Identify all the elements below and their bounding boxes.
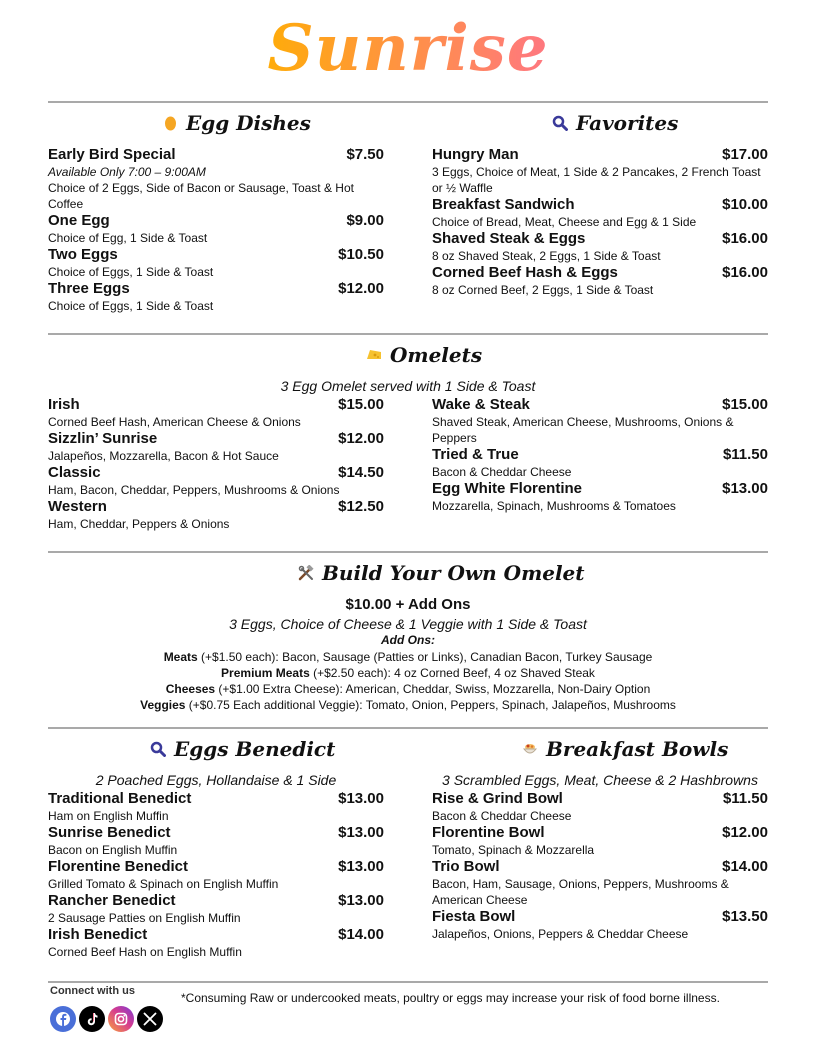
item-price: $11.50 <box>722 790 768 807</box>
addon-label: Premium Meats <box>221 666 310 680</box>
menu-item <box>48 858 384 892</box>
favorites-title: Favorites <box>576 111 679 135</box>
item-desc: Mozzarella, Spinach, Mushrooms & Tomatoes <box>432 499 676 513</box>
addon-text: (+$0.75 Each additional Veggie): Tomato, Onion, Peppers, Spinach, Jalapeños, Mushrooms <box>185 698 676 712</box>
menu-item <box>432 908 768 942</box>
item-desc: 8 oz Shaved Steak, 2 Eggs, 1 Side & Toast <box>432 249 661 263</box>
divider <box>48 727 768 729</box>
item-price: $12.00 <box>722 824 768 841</box>
item-price: $11.50 <box>722 446 768 463</box>
bowl-icon <box>522 741 538 757</box>
omelets-heading <box>366 342 482 368</box>
item-name: Florentine Benedict <box>48 858 189 875</box>
addon-line <box>48 697 768 713</box>
item-name: Early Bird Special <box>48 146 176 163</box>
magnifier-icon <box>552 115 568 131</box>
item-name: Sizzlin’ Sunrise <box>48 430 158 447</box>
item-name: Wake & Steak <box>432 396 530 413</box>
omelets-right-list <box>432 396 768 514</box>
item-price: $17.00 <box>722 146 768 163</box>
item-desc: Choice of Bread, Meat, Cheese and Egg & 1 Side <box>432 215 697 229</box>
menu-item <box>48 824 384 858</box>
menu-item <box>432 396 768 446</box>
item-name: Egg White Florentine <box>432 480 582 497</box>
favorites-list <box>432 146 768 298</box>
item-price: $13.00 <box>338 824 384 841</box>
x-icon[interactable] <box>137 1006 163 1032</box>
menu-item <box>48 146 384 212</box>
item-desc: Ham, Bacon, Cheddar, Peppers, Mushrooms & Onions <box>48 483 340 497</box>
item-name: One Egg <box>48 212 110 229</box>
item-desc: Bacon & Cheddar Cheese <box>432 465 572 479</box>
item-name: Corned Beef Hash & Eggs <box>432 264 618 281</box>
menu-item <box>48 926 384 960</box>
item-name: Classic <box>48 464 101 481</box>
menu-item <box>48 212 384 246</box>
menu-item <box>432 446 768 480</box>
item-name: Irish Benedict <box>48 926 148 943</box>
addon-label: Meats <box>163 650 198 664</box>
divider <box>48 981 768 983</box>
item-name: Western <box>48 498 107 515</box>
sunrise-logo: Sunrise <box>0 4 816 94</box>
item-price: $13.00 <box>338 892 384 909</box>
addon-line <box>48 681 768 697</box>
omelets-title: Omelets <box>390 343 483 367</box>
item-name: Trio Bowl <box>432 858 500 875</box>
favorites-heading <box>552 110 678 136</box>
item-name: Rancher Benedict <box>48 892 176 909</box>
addons-label: Add Ons: <box>381 633 435 647</box>
bowls-list <box>432 790 768 942</box>
tools-icon <box>298 565 314 581</box>
food-safety-disclaimer: *Consuming Raw or undercooked meats, poultry or eggs may increase your risk of food borne illness. <box>181 991 720 1005</box>
item-name: Traditional Benedict <box>48 790 192 807</box>
menu-item <box>432 264 768 298</box>
menu-item <box>48 790 384 824</box>
item-price: $14.50 <box>338 464 384 481</box>
item-price: $13.00 <box>722 480 768 497</box>
item-desc: Ham on English Muffin <box>48 809 169 823</box>
item-desc: Ham, Cheddar, Peppers & Onions <box>48 517 230 531</box>
connect-label: Connect with us <box>50 985 135 997</box>
build-omelet-title: Build Your Own Omelet <box>322 561 585 585</box>
benedict-subtitle: 2 Poached Eggs, Hollandaise & 1 Side <box>95 772 337 788</box>
item-price: $10.00 <box>722 196 768 213</box>
item-desc: Corned Beef Hash on English Muffin <box>48 945 242 959</box>
omelets-subtitle: 3 Egg Omelet served with 1 Side & Toast <box>280 378 536 394</box>
addon-label: Veggies <box>140 698 186 712</box>
divider <box>48 333 768 335</box>
omelets-left-list <box>48 396 384 532</box>
item-desc: Shaved Steak, American Cheese, Mushrooms, Onions & Peppers <box>432 415 734 445</box>
social-links <box>50 1006 163 1032</box>
menu-item <box>432 230 768 264</box>
item-name: Irish <box>48 396 80 413</box>
addon-label: Cheeses <box>165 682 216 696</box>
item-desc: Jalapeños, Onions, Peppers & Cheddar Cheese <box>432 927 689 941</box>
item-name: Breakfast Sandwich <box>432 196 575 213</box>
addon-text: (+$1.00 Extra Cheese): American, Cheddar, Swiss, Mozzarella, Non-Dairy Option <box>215 682 651 696</box>
item-price: $12.00 <box>338 280 384 297</box>
item-name: Florentine Bowl <box>432 824 545 841</box>
item-desc: Bacon, Ham, Sausage, Onions, Peppers, Mushrooms & American Cheese <box>432 877 729 907</box>
item-price: $15.00 <box>722 396 768 413</box>
menu-item <box>432 858 768 908</box>
breakfast-bowls-heading <box>522 736 728 762</box>
item-desc: Choice of Eggs, 1 Side & Toast <box>48 299 214 313</box>
build-subtitle: 3 Eggs, Choice of Cheese & 1 Veggie with 1 Side & Toast <box>229 616 587 632</box>
item-note: Available Only 7:00 – 9:00AM <box>48 165 206 179</box>
egg-dishes-heading <box>162 110 311 136</box>
item-price: $16.00 <box>722 230 768 247</box>
menu-item <box>432 196 768 230</box>
item-desc: Choice of Eggs, 1 Side & Toast <box>48 265 214 279</box>
menu-item <box>48 464 384 498</box>
item-price: $14.00 <box>722 858 768 875</box>
item-name: Tried & True <box>432 446 519 463</box>
item-price: $16.00 <box>722 264 768 281</box>
divider <box>48 551 768 553</box>
menu-item <box>432 146 768 196</box>
addon-text: (+$2.50 each): 4 oz Corned Beef, 4 oz Shaved Steak <box>309 666 595 680</box>
menu-item <box>432 480 768 514</box>
cheese-icon <box>366 347 382 363</box>
item-price: $9.00 <box>346 212 384 229</box>
item-desc: Tomato, Spinach & Mozzarella <box>432 843 595 857</box>
item-name: Three Eggs <box>48 280 130 297</box>
item-price: $13.00 <box>338 858 384 875</box>
bowls-subtitle: 3 Scrambled Eggs, Meat, Cheese & 2 Hashbrowns <box>442 772 758 788</box>
egg-icon <box>162 115 178 131</box>
item-price: $15.00 <box>338 396 384 413</box>
menu-item <box>48 396 384 430</box>
eggs-benedict-title: Eggs Benedict <box>174 737 336 761</box>
item-desc: Bacon & Cheddar Cheese <box>432 809 572 823</box>
menu-item <box>432 824 768 858</box>
eggs-benedict-heading <box>150 736 335 762</box>
item-price: $14.00 <box>338 926 384 943</box>
menu-item <box>48 280 384 314</box>
magnifier-icon <box>150 741 166 757</box>
build-omelet-heading <box>298 560 585 586</box>
item-name: Sunrise Benedict <box>48 824 171 841</box>
item-desc: Jalapeños, Mozzarella, Bacon & Hot Sauce <box>48 449 279 463</box>
item-price: $7.50 <box>346 146 384 163</box>
item-desc: Grilled Tomato & Spinach on English Muffin <box>48 877 279 891</box>
item-name: Two Eggs <box>48 246 118 263</box>
menu-item <box>48 246 384 280</box>
menu-item <box>48 498 384 532</box>
build-price-line: $10.00 + Add Ons <box>345 596 471 613</box>
item-desc: 2 Sausage Patties on English Muffin <box>48 911 241 925</box>
item-desc: Bacon on English Muffin <box>48 843 178 857</box>
item-price: $12.50 <box>338 498 384 515</box>
instagram-icon[interactable] <box>108 1006 134 1032</box>
item-price: $13.00 <box>338 790 384 807</box>
addon-line <box>48 665 768 681</box>
addon-line <box>48 649 768 665</box>
item-name: Rise & Grind Bowl <box>432 790 563 807</box>
menu-item <box>48 892 384 926</box>
menu-item <box>48 430 384 464</box>
egg-dishes-list <box>48 146 384 314</box>
divider <box>48 101 768 103</box>
item-desc: 3 Eggs, Choice of Meat, 1 Side & 2 Pancakes, 2 French Toast or ½ Waffle <box>432 165 761 195</box>
item-price: $10.50 <box>338 246 384 263</box>
item-desc: Choice of 2 Eggs, Side of Bacon or Sausage, Toast & Hot Coffee <box>48 181 354 211</box>
egg-dishes-title: Egg Dishes <box>186 111 311 135</box>
item-desc: Corned Beef Hash, American Cheese & Onions <box>48 415 301 429</box>
breakfast-bowls-title: Breakfast Bowls <box>546 737 729 761</box>
item-desc: 8 oz Corned Beef, 2 Eggs, 1 Side & Toast <box>432 283 654 297</box>
tiktok-icon[interactable] <box>79 1006 105 1032</box>
facebook-icon[interactable] <box>50 1006 76 1032</box>
item-price: $12.00 <box>338 430 384 447</box>
benedict-list <box>48 790 384 960</box>
item-name: Fiesta Bowl <box>432 908 516 925</box>
addon-text: (+$1.50 each): Bacon, Sausage (Patties or Links), Canadian Bacon, Turkey Sausage <box>197 650 653 664</box>
item-name: Shaved Steak & Eggs <box>432 230 586 247</box>
item-desc: Choice of Egg, 1 Side & Toast <box>48 231 208 245</box>
menu-item <box>432 790 768 824</box>
item-price: $13.50 <box>722 908 768 925</box>
item-name: Hungry Man <box>432 146 519 163</box>
